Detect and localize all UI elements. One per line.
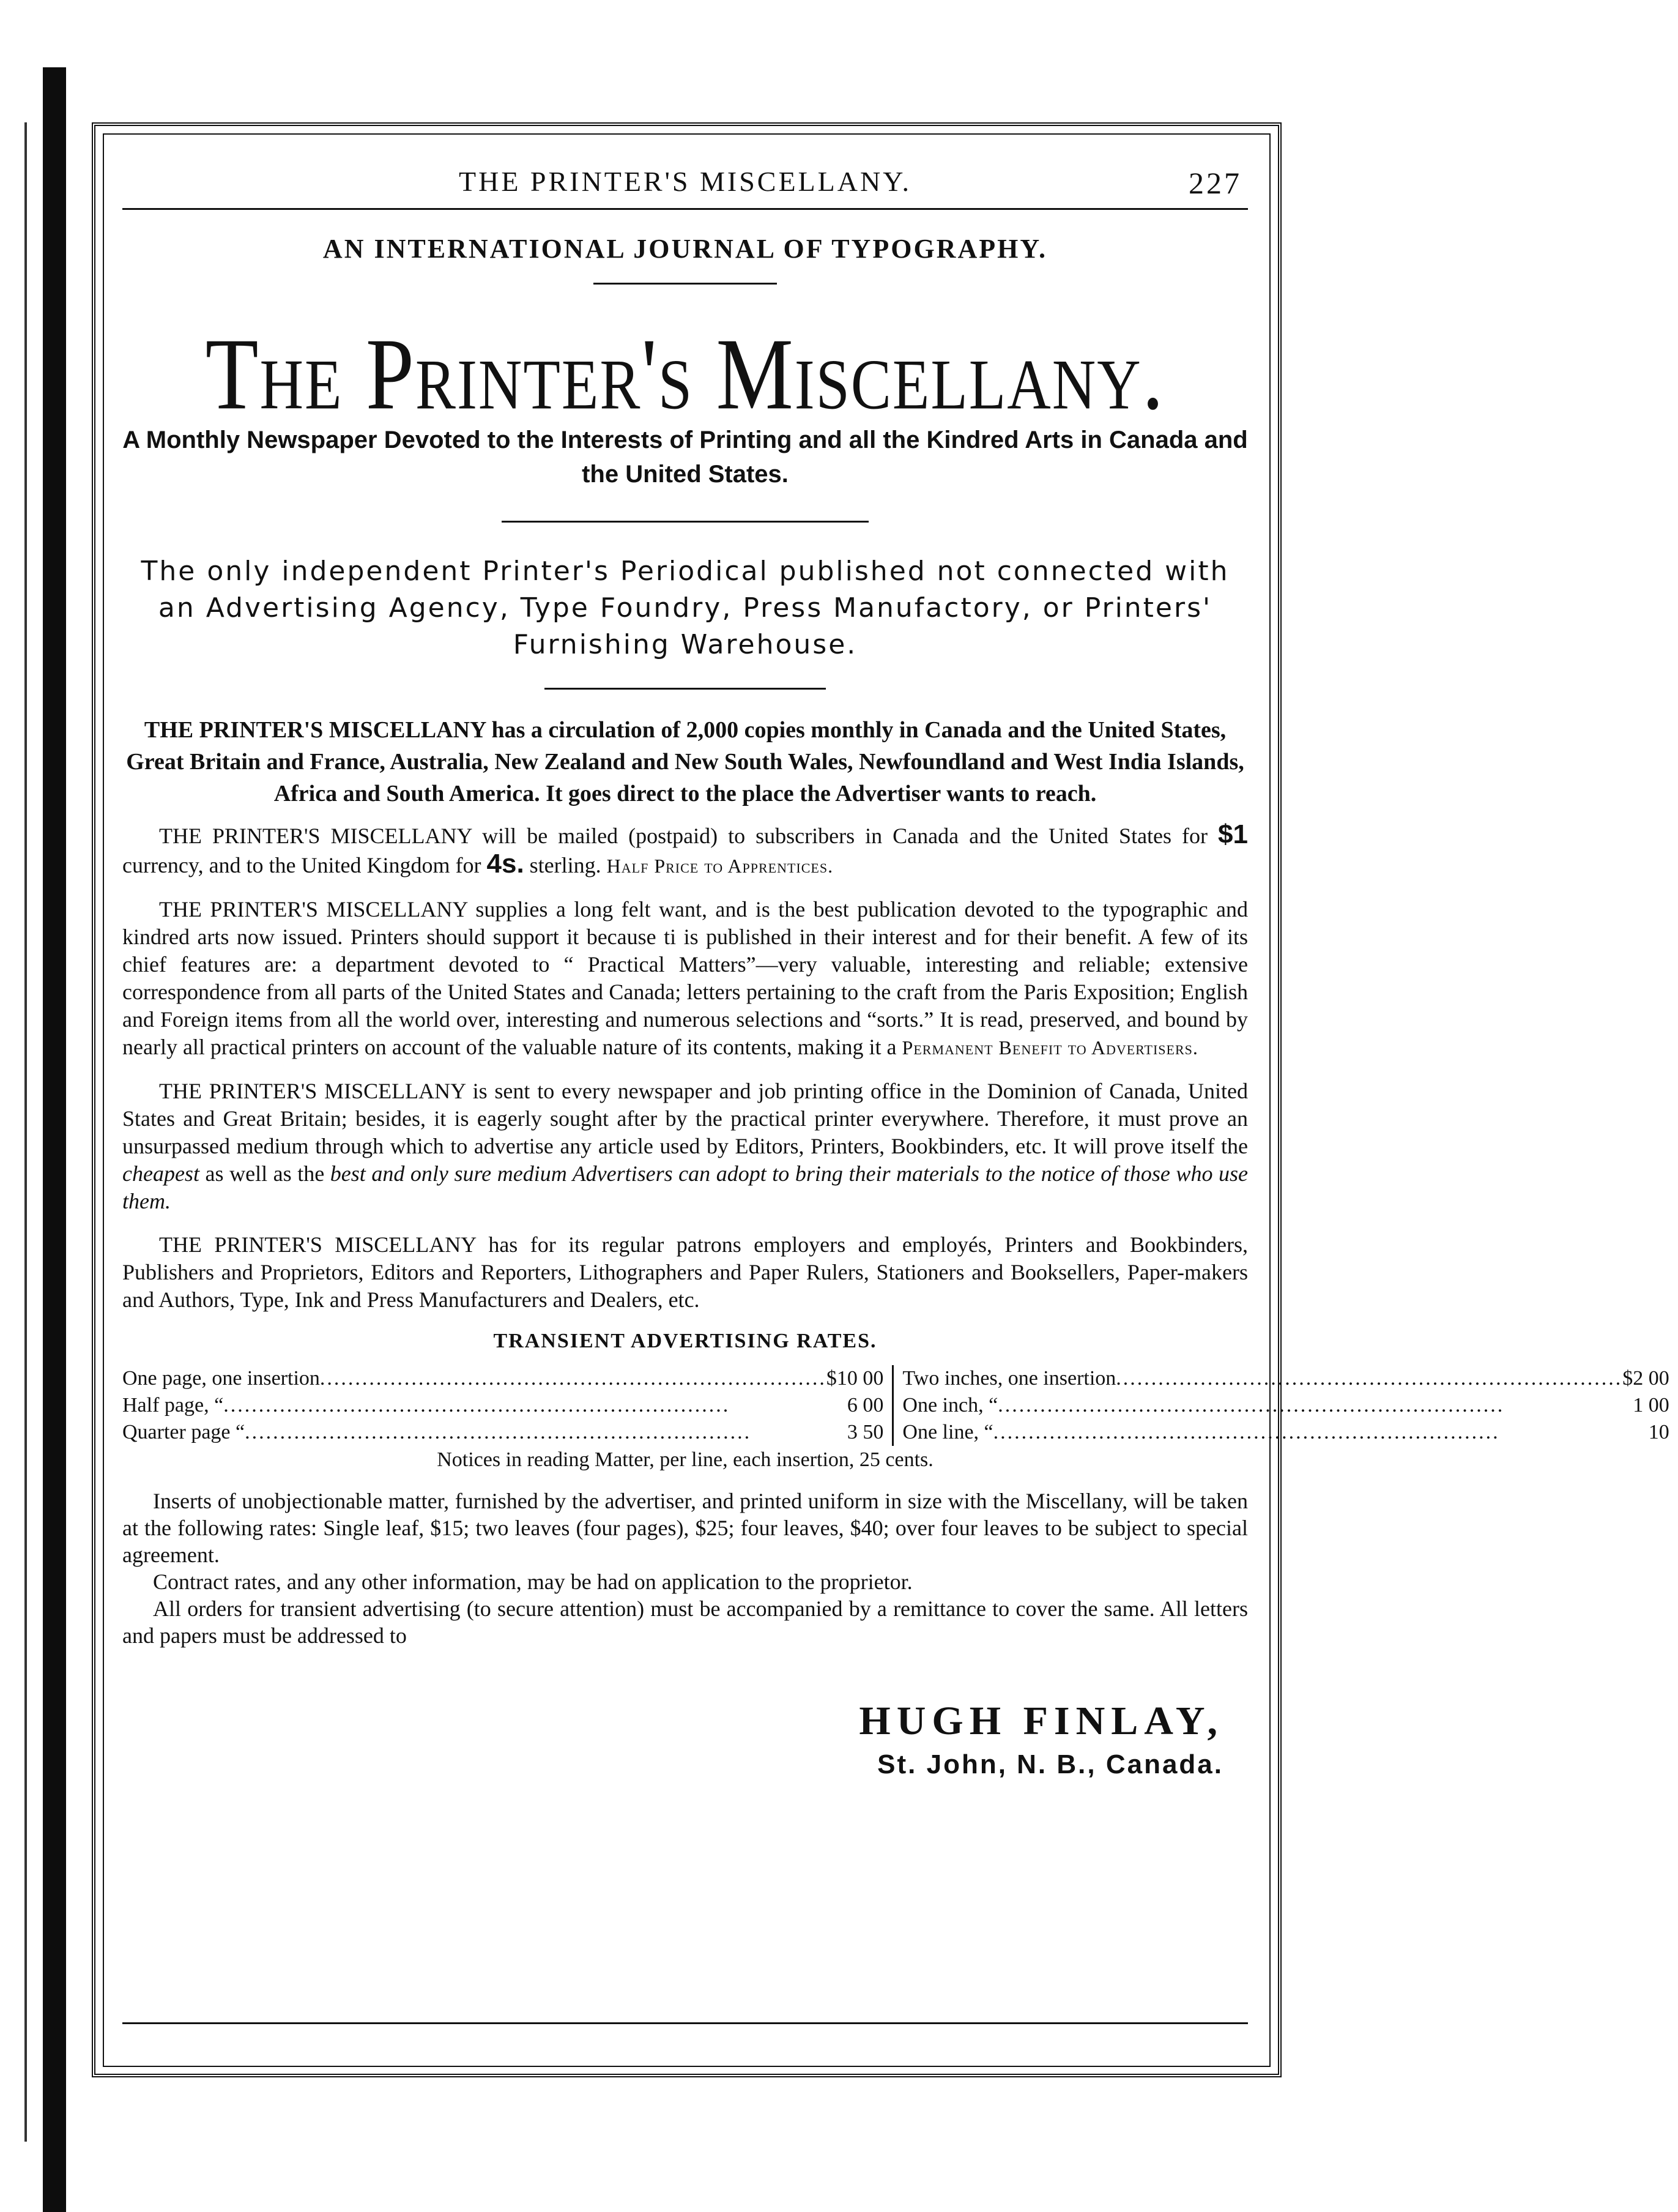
rate-row — [902, 1392, 1677, 1419]
independence-statement: The only independent Printer's Periodical published not connected with an Advertising Agency, Type Foundry, Press Manufactory, or Printers' Furnishing Warehouse. — [141, 556, 1230, 660]
features-text: THE PRINTER'S MISCELLANY supplies a long felt want, and is the best publication devoted to the typographic and kindred arts now issued. Printers should support it because ti is published in their interest and for their benefit. A few of its chief features are: a department devoted to “ Practical Matters”—very valuable, interesting and reliable; extensive correspondence from all parts of the United States and Canada; letters pertaining to the craft from the Paris Exposition; English and Foreign items from all the world over, interesting and numerous selections and “sorts.” It is read, preserved, and bound by nearly all practical printers on account of the valuable nature of its contents, making it a — [122, 897, 1248, 1059]
subscription-text-b: currency, and to the United Kingdom for — [122, 853, 487, 877]
leader-dots — [998, 1392, 1633, 1419]
contract-rates-paragraph: Contract rates, and any other information, may be had on application to the proprietor. — [153, 1570, 913, 1594]
proprietor-address: St. John, N. B., Canada. — [877, 1749, 1223, 1779]
cheapest-word: cheapest — [122, 1161, 199, 1186]
price-dollar: $1 — [1218, 819, 1248, 849]
rate-value: 6 00 — [847, 1394, 884, 1417]
leader-dots — [320, 1365, 826, 1392]
features-paragraph — [122, 896, 1248, 1062]
subscription-paragraph — [122, 821, 1248, 880]
rate-row — [902, 1365, 1677, 1392]
divider-rule — [502, 521, 869, 523]
circulation-statement: THE PRINTER'S MISCELLANY has a circulation of 2,000 copies monthly in Canada and the United States, Great Britain and France, Australia, New Zealand and New South Wales, Newfoundland and West India Islands, Africa and South America. It goes direct to the place the Advertiser wants to reach. — [126, 717, 1244, 806]
reading-matter-note: Notices in reading Matter, per line, each insertion, 25 cents. — [437, 1448, 934, 1471]
journal-subtitle: AN INTERNATIONAL JOURNAL OF TYPOGRAPHY. — [322, 234, 1048, 264]
rate-row — [122, 1419, 892, 1446]
masthead-title: The Printer's Miscellany. — [205, 316, 1165, 431]
distribution-mid: as well as the — [199, 1161, 330, 1186]
divider-rule — [544, 688, 826, 690]
book-spine-shadow — [43, 67, 66, 2212]
rate-value: 3 50 — [847, 1421, 884, 1443]
rate-label: One page, one insertion — [122, 1367, 320, 1390]
leader-dots — [993, 1419, 1649, 1446]
page-content — [122, 147, 1669, 1780]
footer-rule — [122, 2022, 1248, 2024]
rates-column-right — [892, 1365, 1677, 1446]
rates-column-left — [122, 1365, 892, 1446]
rate-value: $2 00 — [1622, 1367, 1669, 1390]
inserts-section — [122, 1488, 1248, 1649]
rate-label: Quarter page “ — [122, 1421, 245, 1443]
rate-value: $10 00 — [826, 1367, 884, 1390]
patrons-paragraph: THE PRINTER'S MISCELLANY has for its regular patrons employers and employés, Printers and Bookbinders, Publishers and Proprietors, Editors and Reporters, Lithographers and Paper Rulers, Stationers and Booksellers, Paper-makers and Authors, Type, Ink and Press Manufacturers and Dealers, etc. — [122, 1232, 1248, 1312]
leader-dots — [245, 1419, 847, 1446]
rates-heading: TRANSIENT ADVERTISING RATES. — [493, 1330, 877, 1352]
orders-paragraph: All orders for transient advertising (to secure attention) must be accompanied by a remittance to cover the same. All letters and papers must be addressed to — [122, 1596, 1248, 1648]
rate-row — [902, 1419, 1677, 1446]
permanent-benefit-note: Permanent Benefit to Advertisers. — [902, 1037, 1198, 1059]
half-price-note: Half Price to Apprentices. — [606, 855, 834, 877]
divider-rule — [593, 283, 777, 285]
rate-value: 1 00 — [1633, 1394, 1669, 1417]
rate-value: 10 — [1648, 1421, 1669, 1443]
running-head — [122, 147, 1248, 208]
rate-label: One inch, “ — [902, 1394, 998, 1417]
proprietor-signature: HUGH FINLAY, — [859, 1699, 1223, 1743]
subscription-text-a: THE PRINTER'S MISCELLANY will be mailed (postpaid) to subscribers in Canada and the United States for — [159, 824, 1219, 848]
distribution-text: THE PRINTER'S MISCELLANY is sent to every newspaper and job printing office in the Dominion of Canada, United States and Great Britain; besides, it is eagerly sought after by the practical printer everywhere. Therefore, it must prove an unsurpassed medium through which to advertise any article used by Editors, Printers, Bookbinders, etc. It will prove itself the — [122, 1079, 1248, 1158]
distribution-paragraph — [122, 1078, 1248, 1215]
leader-dots — [223, 1392, 847, 1419]
rates-table — [122, 1365, 1669, 1446]
page-number: 227 — [1189, 166, 1242, 200]
subscription-text-c: sterling. — [524, 853, 607, 877]
leader-dots — [1116, 1365, 1622, 1392]
rate-label: Half page, “ — [122, 1394, 224, 1417]
tagline: A Monthly Newspaper Devoted to the Interests of Printing and all the Kindred Arts in Canada and the United States. — [122, 426, 1248, 488]
distribution-italic: best and only sure medium Advertisers can adopt to bring their materials to the notice of those who use them. — [122, 1161, 1249, 1213]
rate-label: One line, “ — [902, 1421, 993, 1443]
page-edge-line — [24, 122, 27, 2142]
header-rule — [122, 208, 1248, 210]
rate-row — [122, 1365, 892, 1392]
inserts-rates-paragraph: Inserts of unobjectionable matter, furnished by the advertiser, and printed uniform in size with the Miscellany, will be taken at the following rates: Single leaf, $15; two leaves (four pages), $25; four leaves, $40; over four leaves to be subject to special agreement. — [122, 1489, 1248, 1567]
running-title: THE PRINTER'S MISCELLANY. — [459, 166, 911, 197]
price-sterling: 4s. — [486, 849, 524, 879]
rate-label: Two inches, one insertion — [902, 1367, 1116, 1390]
rate-row — [122, 1392, 892, 1419]
